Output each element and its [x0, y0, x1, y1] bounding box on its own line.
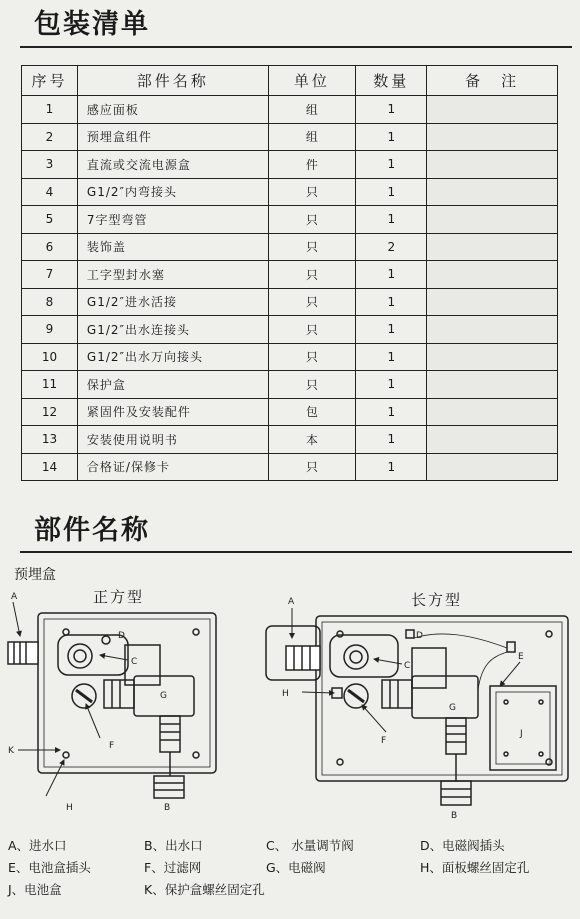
cell-unit: 包 — [268, 398, 356, 426]
cell-quantity: 1 — [356, 206, 427, 234]
cell-unit: 组 — [268, 123, 356, 151]
cell-remarks — [427, 206, 558, 234]
cell-remarks — [427, 316, 558, 344]
cell-index: 5 — [22, 206, 78, 234]
table-row — [22, 261, 558, 289]
label-c-rect: C — [404, 661, 411, 671]
table-row — [22, 398, 558, 426]
cell-index: 10 — [22, 343, 78, 371]
legend-item: K、保护盒螺丝固定孔 — [144, 882, 265, 897]
cell-unit: 只 — [268, 206, 356, 234]
label-f-rect: F — [381, 736, 387, 746]
table-row — [22, 123, 558, 151]
label-d: D — [118, 631, 125, 641]
cell-part-name: 安装使用说明书 — [77, 426, 268, 454]
label-e-rect: E — [518, 652, 524, 662]
cell-unit: 组 — [268, 96, 356, 124]
cell-unit: 只 — [268, 288, 356, 316]
col-header-remarks: 备 注 — [427, 66, 558, 96]
label-f: F — [109, 741, 115, 751]
legend-item: E、电池盒插头 — [8, 860, 91, 875]
table-header-row — [22, 66, 558, 96]
cell-index: 6 — [22, 233, 78, 261]
legend-item: H、面板螺丝固定孔 — [420, 860, 530, 875]
cell-remarks — [427, 233, 558, 261]
square-type-label: 正方型 — [93, 588, 145, 606]
cell-remarks — [427, 398, 558, 426]
cell-quantity: 1 — [356, 453, 427, 481]
cell-unit: 只 — [268, 233, 356, 261]
cell-part-name: G1/2″内弯接头 — [77, 178, 268, 206]
packing-list-table — [21, 65, 558, 481]
cell-index: 3 — [22, 151, 78, 179]
legend-item: G、电磁阀 — [266, 860, 326, 875]
cell-remarks — [427, 343, 558, 371]
cell-quantity: 1 — [356, 343, 427, 371]
cell-part-name: 预埋盒组件 — [77, 123, 268, 151]
cell-index: 9 — [22, 316, 78, 344]
label-b: B — [164, 803, 171, 813]
label-c: C — [131, 657, 138, 667]
cell-part-name: 合格证/保修卡 — [77, 453, 268, 481]
cell-quantity: 1 — [356, 178, 427, 206]
cell-remarks — [427, 151, 558, 179]
table-row — [22, 233, 558, 261]
col-header-part-name: 部件名称 — [77, 66, 268, 96]
cell-unit: 本 — [268, 426, 356, 454]
cell-unit: 只 — [268, 453, 356, 481]
label-g: G — [160, 691, 167, 701]
legend-item: D、电磁阀插头 — [420, 838, 505, 853]
cell-index: 13 — [22, 426, 78, 454]
cell-quantity: 1 — [356, 371, 427, 399]
legend-item: F、过滤网 — [144, 860, 202, 875]
cell-part-name: 保护盒 — [77, 371, 268, 399]
label-a-rect: A — [288, 597, 295, 607]
table-row — [22, 426, 558, 454]
cell-unit: 只 — [268, 343, 356, 371]
label-j-rect: J — [520, 729, 523, 739]
cell-part-name: 直流或交流电源盒 — [77, 151, 268, 179]
label-d-rect: D — [416, 631, 423, 641]
legend-item: C、 水量调节阀 — [266, 838, 354, 853]
table-row — [22, 96, 558, 124]
table-row — [22, 453, 558, 481]
cell-unit: 只 — [268, 178, 356, 206]
cell-unit: 只 — [268, 316, 356, 344]
cell-remarks — [427, 261, 558, 289]
cell-index: 2 — [22, 123, 78, 151]
table-row — [22, 316, 558, 344]
cell-index: 1 — [22, 96, 78, 124]
cell-part-name: G1/2″出水万向接头 — [77, 343, 268, 371]
table-row — [22, 371, 558, 399]
legend-row — [8, 858, 578, 880]
cell-part-name: G1/2″进水活接 — [77, 288, 268, 316]
cell-remarks — [427, 453, 558, 481]
cell-part-name: 紧固件及安装配件 — [77, 398, 268, 426]
title-divider — [20, 46, 572, 48]
cell-index: 7 — [22, 261, 78, 289]
cell-quantity: 1 — [356, 261, 427, 289]
embedded-box-diagram — [0, 590, 580, 830]
cell-remarks — [427, 178, 558, 206]
cell-index: 4 — [22, 178, 78, 206]
table-row — [22, 178, 558, 206]
cell-part-name: 装饰盖 — [77, 233, 268, 261]
cell-unit: 只 — [268, 371, 356, 399]
square-box-letters — [8, 592, 170, 813]
cell-index: 14 — [22, 453, 78, 481]
legend-row — [8, 880, 578, 902]
label-g-rect: G — [449, 703, 456, 713]
cell-quantity: 2 — [356, 233, 427, 261]
table-row — [22, 343, 558, 371]
square-box-drawing — [8, 613, 216, 798]
col-header-index: 序号 — [22, 66, 78, 96]
cell-quantity: 1 — [356, 151, 427, 179]
cell-index: 8 — [22, 288, 78, 316]
table-row — [22, 206, 558, 234]
col-header-quantity: 数量 — [356, 66, 427, 96]
cell-part-name: G1/2″出水连接头 — [77, 316, 268, 344]
table-row — [22, 288, 558, 316]
cell-quantity: 1 — [356, 96, 427, 124]
legend-row — [8, 836, 578, 858]
label-h: H — [66, 803, 73, 813]
legend-item: B、出水口 — [144, 838, 203, 853]
legend-item: J、电池盒 — [8, 882, 62, 897]
cell-quantity: 1 — [356, 288, 427, 316]
cell-quantity: 1 — [356, 398, 427, 426]
legend-item: A、进水口 — [8, 838, 67, 853]
label-b-rect: B — [451, 811, 458, 821]
section-divider — [20, 551, 572, 553]
col-header-unit: 单位 — [268, 66, 356, 96]
cell-index: 12 — [22, 398, 78, 426]
rect-box-letters — [282, 597, 524, 821]
cell-quantity: 1 — [356, 316, 427, 344]
table-row — [22, 151, 558, 179]
cell-quantity: 1 — [356, 426, 427, 454]
label-h-rect: H — [282, 689, 289, 699]
cell-remarks — [427, 371, 558, 399]
cell-part-name: 感应面板 — [77, 96, 268, 124]
label-k: K — [8, 746, 14, 756]
cell-part-name: 工字型封水塞 — [77, 261, 268, 289]
parts-names-title: 部件名称 — [34, 515, 150, 546]
cell-quantity: 1 — [356, 123, 427, 151]
cell-unit: 件 — [268, 151, 356, 179]
rect-box-drawing — [266, 616, 568, 805]
label-a: A — [11, 592, 18, 602]
cell-part-name: 7字型弯管 — [77, 206, 268, 234]
parts-legend — [8, 836, 578, 902]
packing-list-title: 包装清单 — [34, 9, 150, 40]
rect-type-label: 长方型 — [411, 591, 463, 609]
cell-remarks — [427, 288, 558, 316]
cell-remarks — [427, 96, 558, 124]
cell-remarks — [427, 123, 558, 151]
cell-unit: 只 — [268, 261, 356, 289]
cell-remarks — [427, 426, 558, 454]
cell-index: 11 — [22, 371, 78, 399]
diagram-subtitle: 预埋盒 — [14, 567, 56, 583]
